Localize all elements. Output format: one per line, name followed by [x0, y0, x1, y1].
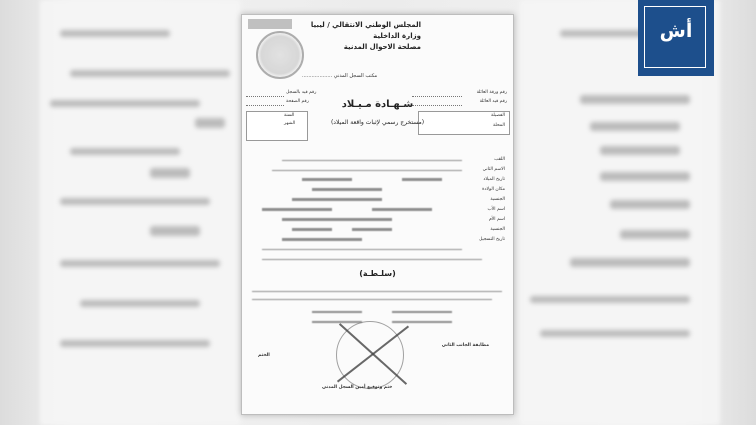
field-value — [282, 238, 362, 241]
field-line — [282, 160, 462, 161]
official-seal-icon — [256, 31, 304, 79]
blurred-line — [70, 148, 180, 155]
field-label: اسم الأب — [487, 207, 505, 212]
field-label: الاسم الثاني — [482, 167, 505, 172]
right-field-1 — [412, 96, 462, 97]
right-label-1: رقم ورقة العائلة — [476, 90, 507, 95]
footer-signature-line: ختم وتوقيع أمين السجل المدني — [322, 385, 393, 390]
blurred-line — [60, 260, 220, 267]
right-label-3: الفصيلة — [490, 113, 505, 118]
field-value — [372, 208, 432, 211]
blurred-line — [50, 100, 200, 107]
blurred-line — [150, 226, 200, 236]
field-value — [352, 228, 392, 231]
field-label: الجنسية — [490, 197, 505, 202]
authority-label: (سلـطـة) — [359, 269, 396, 278]
registry-office: مكتب السجل المدني ................... — [302, 73, 378, 79]
left-label-3: السنة — [284, 113, 295, 118]
field-value — [282, 218, 392, 221]
blurred-line — [610, 200, 690, 209]
field-line — [252, 291, 502, 292]
blurred-line — [570, 258, 690, 267]
field-label: تاريخ التسجيل — [478, 237, 505, 242]
field-line — [272, 170, 462, 171]
blurred-line — [620, 230, 690, 239]
blurred-line — [600, 172, 690, 181]
field-value — [312, 188, 382, 191]
header-line-1: المجلس الوطني الانتقالي / ليبيا — [310, 21, 421, 29]
field-value — [392, 321, 452, 323]
header-line-2: وزارة الداخلية — [373, 32, 421, 40]
blurred-line — [600, 146, 680, 155]
field-value — [292, 198, 382, 201]
field-label: اللقب — [494, 157, 505, 162]
field-value — [312, 321, 362, 323]
field-label: الجنسية — [490, 227, 505, 232]
field-value — [312, 311, 362, 313]
field-line — [252, 299, 492, 300]
blurred-line — [80, 300, 200, 307]
field-value — [302, 178, 352, 181]
field-value — [402, 178, 442, 181]
blurred-line — [530, 296, 690, 303]
field-value — [392, 311, 452, 313]
right-label-4: المحلة — [492, 123, 505, 128]
blurred-line — [150, 168, 190, 178]
field-value — [262, 208, 332, 211]
left-label-2: رقم الصفحة — [286, 99, 309, 104]
blurred-line — [195, 118, 225, 128]
signature-right-label: مطابقة الجانب الثاني — [441, 343, 489, 348]
document-title: شـهـادة مـيـلاد — [341, 99, 414, 110]
blurred-line — [60, 30, 170, 37]
left-label-1: رقم قيد بالسجل — [286, 90, 317, 95]
blurred-line — [70, 70, 230, 77]
field-label: مكان الولادة — [482, 187, 505, 192]
signature-left-label: الختم — [258, 353, 270, 358]
field-label: تاريخ الميلاد — [483, 177, 505, 182]
field-value — [292, 228, 332, 231]
field-line — [262, 259, 482, 260]
stamp-mark — [248, 19, 292, 29]
field-label: اسم الأم — [488, 217, 505, 222]
left-label-4: الشهر — [284, 121, 296, 126]
birth-certificate — [241, 14, 514, 415]
blurred-line — [580, 95, 690, 104]
right-label-2: رقم قيد العائلة — [479, 99, 507, 104]
header-line-3: مصلحة الاحوال المدنية — [343, 43, 421, 51]
field-line — [262, 249, 462, 250]
left-date-box — [246, 111, 308, 141]
blurred-line — [590, 122, 680, 131]
blurred-line — [60, 198, 210, 205]
document-subtitle: (مستخرج رسمي لإثبات واقعة الميلاد) — [330, 119, 425, 126]
blurred-line — [60, 340, 210, 347]
background-blurred-document-left — [40, 0, 240, 425]
blurred-line — [540, 330, 690, 337]
left-field-1 — [246, 96, 284, 97]
brand-logo — [638, 0, 714, 76]
logo-text: أش — [659, 20, 693, 42]
